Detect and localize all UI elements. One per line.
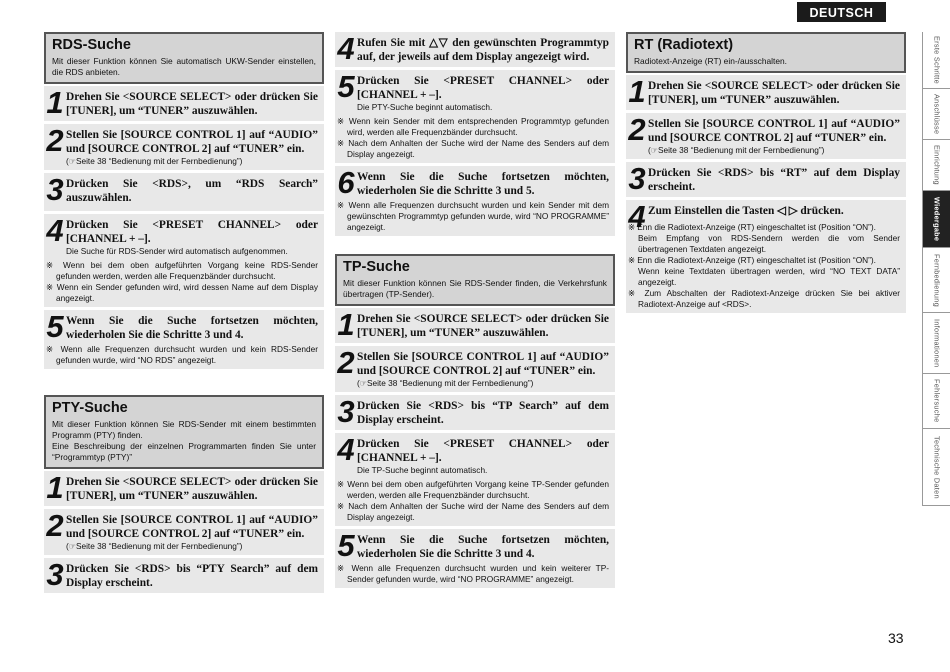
step-number: 4 [337, 31, 355, 66]
note: ※ Enn die Radiotext-Anzeige (RT) eingeschaltet ist (Position “ON”). [628, 221, 876, 232]
step-text: Drücken Sie <RDS>, um “RDS Search” auszuwählen. [66, 178, 318, 204]
step-text: Wenn Sie die Suche fortsetzen möchten, wiederholen Sie die Schritte 3 und 4. [357, 534, 609, 560]
page-reference: (☞Seite 38 “Bedienung mit der Fernbedienung”) [66, 541, 243, 551]
tp-step-1 [335, 308, 615, 343]
step-number: 6 [337, 165, 355, 200]
step-number: 2 [628, 112, 646, 147]
section-intro: Mit dieser Funktion können Sie RDS-Sender finden, die Verkehrsfunk übertragen (TP-Sender). [343, 278, 607, 299]
step-text: Drücken Sie <RDS> bis “PTY Search” auf dem Display erscheint. [66, 563, 318, 589]
step-text: Drücken Sie <RDS> bis “RT” auf dem Display erscheint. [648, 167, 900, 193]
section-title: RT (Radiotext) [634, 37, 734, 53]
nav-tab-fernbedienung[interactable]: Fernbedienung [923, 248, 950, 313]
step-text: Stellen Sie [SOURCE CONTROL 1] auf “AUDIO” und [SOURCE CONTROL 2] auf “TUNER” ein. [357, 351, 609, 377]
note: ※ Wenn alle Frequenzen durchsucht wurden und kein Sender mit dem gewünschten Programmtyp gefunden wurde, wird “NO PROGRAMME” angezeigt. [337, 200, 609, 232]
note: ※ Wenn alle Frequenzen durchsucht wurden und kein RDS-Sender gefunden wurde, wird “NO RDS” angezeigt. [46, 344, 318, 365]
step-text: Wenn Sie die Suche fortsetzen möchten, wiederholen Sie die Schritte 3 und 4. [66, 315, 318, 341]
note: ※ Wenn ein Sender gefunden wird, wird dessen Name auf dem Display angezeigt. [46, 282, 318, 303]
nav-tab-fehlersuche[interactable]: Fehlersuche [923, 374, 950, 429]
step-number: 4 [628, 199, 646, 234]
note: ※ Wenn bei dem oben aufgeführten Vorgang keine RDS-Sender gefunden werden, werden alle Frequenzbänder durchsucht. [46, 260, 318, 281]
column-left [44, 32, 324, 596]
section-title: PTY-Suche [52, 400, 128, 416]
step-number: 3 [628, 161, 646, 196]
note: ※ Nach dem Anhalten der Suche wird der Name des Senders auf dem Display angezeigt. [337, 138, 609, 159]
nav-tab-informationen[interactable]: Informationen [923, 313, 950, 374]
section-title: RDS-Suche [52, 37, 131, 53]
note: Beim Empfang von RDS-Sendern werden die vom Sender übertragenen Textdaten angezeigt. [638, 232, 900, 254]
note: ※ Wenn bei dem oben aufgeführten Vorgang keine TP-Sender gefunden werden, werden alle Frequenzbänder durchsucht. [337, 479, 609, 500]
step-number: 3 [46, 557, 64, 592]
step-number: 1 [628, 74, 646, 109]
page-number: 33 [888, 630, 904, 646]
step-text: Stellen Sie [SOURCE CONTROL 1] auf “AUDIO” und [SOURCE CONTROL 2] auf “TUNER” ein. [66, 514, 318, 540]
step-text: Stellen Sie [SOURCE CONTROL 1] auf “AUDIO” und [SOURCE CONTROL 2] auf “TUNER” ein. [66, 129, 318, 155]
reference-hand-icon: ☞ [359, 379, 367, 388]
step-number: 3 [337, 394, 355, 429]
step-text: Drücken Sie <PRESET CHANNEL> oder [CHANNEL + –]. [357, 438, 609, 464]
step-text: Drücken Sie <PRESET CHANNEL> oder [CHANNEL + –]. [357, 75, 609, 101]
rt-header [626, 32, 906, 73]
step-text: Drehen Sie <SOURCE SELECT> oder drücken Sie [TUNER], um “TUNER” auszuwählen. [66, 476, 318, 502]
tp-step-3 [335, 395, 615, 430]
nav-tab-technische-daten[interactable]: Technische Daten [923, 429, 950, 506]
tp-step-5 [335, 529, 615, 588]
section-intro: Mit dieser Funktion können Sie automatisch UKW-Sender einstellen, die RDS anbieten. [52, 56, 316, 77]
step-note: Die Suche für RDS-Sender wird automatisch aufgenommen. [66, 246, 288, 256]
step-text: Drehen Sie <SOURCE SELECT> oder drücken Sie [TUNER], um “TUNER” auszuwählen. [66, 91, 318, 117]
page-reference: (☞Seite 38 “Bedienung mit der Fernbedienung”) [357, 378, 534, 388]
step-text: Drehen Sie <SOURCE SELECT> oder drücken Sie [TUNER], um “TUNER” auszuwählen. [648, 80, 900, 106]
rt-step-3 [626, 162, 906, 197]
step-number: 5 [337, 528, 355, 563]
pty-step-3 [44, 558, 324, 593]
step-text: Rufen Sie mit △▽ den gewünschten Programmtyp auf, der jeweils auf dem Display angezeigt wird. [357, 37, 609, 63]
pty-step-2 [44, 509, 324, 555]
reference-hand-icon: ☞ [68, 542, 76, 551]
rds-step-1 [44, 86, 324, 121]
step-text: Drehen Sie <SOURCE SELECT> oder drücken Sie [TUNER], um “TUNER” auszuwählen. [357, 313, 609, 339]
rds-step-4 [44, 214, 324, 307]
step-number: 2 [46, 123, 64, 158]
step-note: Die PTY-Suche beginnt automatisch. [357, 102, 493, 112]
section-intro: Mit dieser Funktion können Sie RDS-Sender mit einem bestimmten Programm (PTY) finden. [52, 419, 316, 440]
step-text: Stellen Sie [SOURCE CONTROL 1] auf “AUDIO” und [SOURCE CONTROL 2] auf “TUNER” ein. [648, 118, 900, 144]
nav-tab-anschluesse[interactable]: Anschlüsse [923, 89, 950, 140]
step-note: Die TP-Suche beginnt automatisch. [357, 465, 488, 475]
rt-step-2 [626, 113, 906, 159]
step-number: 2 [46, 508, 64, 543]
note: ※ Enn die Radiotext-Anzeige (RT) eingeschaltet ist (Position “ON”). [628, 254, 876, 265]
note: ※ Nach dem Anhalten der Suche wird der Name des Senders auf dem Display angezeigt. [337, 501, 609, 522]
column-right [626, 32, 906, 316]
page-reference: (☞Seite 38 “Bedienung mit der Fernbedienung”) [66, 156, 243, 166]
step-text: Zum Einstellen die Tasten ◁ ▷ drücken. [648, 205, 844, 217]
tp-step-2 [335, 346, 615, 392]
step-number: 5 [337, 69, 355, 104]
step-number: 4 [46, 213, 64, 248]
rds-header [44, 32, 324, 84]
step-number: 4 [337, 432, 355, 467]
note: ※ Wenn kein Sender mit dem entsprechenden Programmtyp gefunden wird, werden alle Frequenzbänder durchsucht. [337, 116, 609, 137]
column-middle [335, 32, 615, 591]
rds-step-5 [44, 310, 324, 369]
reference-hand-icon: ☞ [650, 146, 658, 155]
pty-step-1 [44, 471, 324, 506]
language-tab: DEUTSCH [797, 2, 886, 22]
nav-tab-erste-schritte[interactable]: Erste Schritte [923, 32, 950, 89]
step-number: 2 [337, 345, 355, 380]
step-number: 1 [337, 307, 355, 342]
side-navigation [922, 32, 950, 506]
nav-tab-wiedergabe[interactable]: Wiedergabe [923, 191, 950, 248]
page-reference: (☞Seite 38 “Bedienung mit der Fernbedienung”) [648, 145, 825, 155]
nav-tab-einrichtung[interactable]: Einrichtung [923, 140, 950, 191]
rt-step-1 [626, 75, 906, 110]
section-title: TP-Suche [343, 259, 410, 275]
tp-step-4 [335, 433, 615, 526]
pty-step-4 [335, 32, 615, 67]
step-number: 3 [46, 172, 64, 207]
note: ※ Zum Abschalten der Radiotext-Anzeige drücken Sie bei aktiver Radiotext-Anzeige auf <RDS>. [628, 287, 900, 309]
step-number: 1 [46, 470, 64, 505]
pty-step-6 [335, 166, 615, 236]
section-intro: Eine Beschreibung der einzelnen Programmarten finden Sie unter “Programmtyp (PTY)” [52, 441, 316, 462]
note: ※ Wenn alle Frequenzen durchsucht wurden und kein weiterer TP-Sender gefunden wurde, wird “NO PROGRAMME” angezeigt. [337, 563, 609, 584]
step-text: Drücken Sie <PRESET CHANNEL> oder [CHANNEL + –]. [66, 219, 318, 245]
step-number: 5 [46, 309, 64, 344]
pty-step-5 [335, 70, 615, 163]
note: Wenn keine Textdaten übertragen werden, wird “NO TEXT DATA” angezeigt. [638, 265, 900, 287]
rds-step-3 [44, 173, 324, 211]
section-intro: Radiotext-Anzeige (RT) ein-/ausschalten. [634, 56, 787, 66]
step-text: Wenn Sie die Suche fortsetzen möchten, wiederholen Sie die Schritte 3 und 5. [357, 171, 609, 197]
pty-header [44, 395, 324, 469]
rt-step-4 [626, 200, 906, 313]
step-number: 1 [46, 85, 64, 120]
reference-hand-icon: ☞ [68, 157, 76, 166]
tp-header [335, 254, 615, 306]
rds-step-2 [44, 124, 324, 170]
step-text: Drücken Sie <RDS> bis “TP Search” auf dem Display erscheint. [357, 400, 609, 426]
